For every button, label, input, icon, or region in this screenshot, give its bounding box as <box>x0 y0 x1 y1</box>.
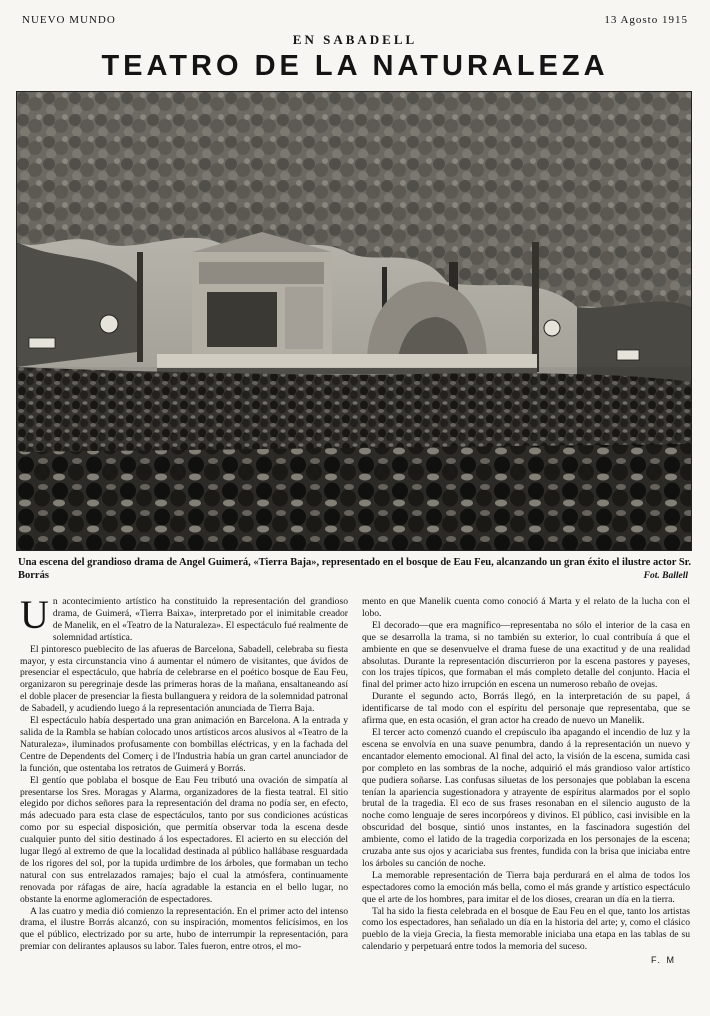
paragraph: Un acontecimiento artístico ha constituido la representación del grandioso drama, de Guimerá, «Tierra Baixa», interpretado por el inimitable creador de Manelik, en el «Teatro de la Naturaleza». El espectáculo fué realmente de solemnidad artística. <box>20 596 348 643</box>
paragraph: El espectáculo había despertado una gran animación en Barcelona. A la entrada y salida de la Rambla se habían colocado unos artísticos arcos alusivos al «Teatro de la Naturaleza», iluminados profusamente con bombillas eléctricas, y en la fachada del Centre de Dependents del Comerç i de l'Industria había un gran cartel anunciador de la función, que ostentaba los retratos de Guimerá y Borrás. <box>20 715 348 774</box>
paragraph: El gentío que poblaba el bosque de Eau Feu tributó una ovación de simpatía al presentarse los Sres. Moragas y Alarma, organizadores de la fiesta teatral. El sitio elegido por dichos señores para la representación del drama no podía ser, en efecto, más adecuado para esta clase de espectáculos, tanto por sus condiciones acústicas como por su especial disposición, que permitía observar toda la escena desde cualquier punto del sitio destinado á los espectadores. El acierto en su elección del lugar llegó al extremo de que la localidad destinada al público hallábase resguardada de los rigores del sol, por la tupida urdimbre de los árboles, que formaban un techo natural con sus entrelazados ramajes; bajo el cual la atmósfera, continuamente renovada por ráfagas de aire, hacía agradable la estancia en el bello lugar, no obstante la enorme aglomeración de espectadores. <box>20 774 348 905</box>
article-column-1 <box>20 596 348 1008</box>
photo-credit: Fot. Ballell <box>643 571 688 581</box>
issue-date: 13 Agosto 1915 <box>604 14 688 26</box>
article-body <box>20 596 690 1008</box>
running-head <box>22 14 688 28</box>
theatre-photo-icon <box>17 92 691 550</box>
paragraph: Tal ha sido la fiesta celebrada en el bosque de Eau Feu en el que, tanto los artistas como los espectadores, han señalado un día en la historia del arte; y, como el clásico pueblo de la vieja Grecia, la fiesta memorable iniciaba una etapa en las tablas de su calendario y perpetuará entre todos la memoria del suceso. <box>362 905 690 953</box>
section-kicker: EN SABADELL <box>292 32 418 47</box>
author-signature: F. M <box>651 955 676 966</box>
drop-cap: U <box>20 596 49 637</box>
paragraph: El tercer acto comenzó cuando el crepúsculo iba apagando el incendio de luz y la escena se envolvía en una suave penumbra, dando á la representación un nuevo y encantador elemento emocional. Al final del acto, la visión de la escena, sumida casi por completo en las sombras de la noche, adquirió el más grandioso valor artístico que pudiera soñarse. Las confusas siluetas de los personajes que poblaban la escena tenían la apariencia sugestionadora y atrayente de espíritus alarmados por el soplo brutal de la tragedia. El eco de sus frases resonaban en el silencio augusto de la noche como lenguaje de seres incorpóreos y divinos. El público, casi invisible en la obscuridad del bosque, sintió unos instantes, en la fascinadora sugestión del ambiente, como el latido de la tragedia corporizada en los personajes de la escena; cruzaba ante sus ojos y acariciaba sus frentes, fundida con la brisa que iniciaba entre los árboles su canción de noche. <box>362 726 690 869</box>
paragraph: La memorable representación de Tierra baja perdurará en el alma de todos los espectadores como la emoción más bella, como el más grande y artístico espectáculo que el arte de los hombres, para imitar el de los dioses, crearan un día en la tierra. <box>362 869 690 905</box>
paragraph: mento en que Manelik cuenta como conoció á Marta y el relato de la lucha con el lobo. <box>362 596 690 619</box>
paragraph: Durante el segundo acto, Borrás llegó, en la interpretación de su papel, á identificarse de tal modo con el espíritu del personaje que representaba, que se afirma que, en esta ocasión, el gran actor ha creado de nuevo un Manelik. <box>362 691 690 727</box>
paragraph: El decorado—que era magnífico—representaba no sólo el interior de la casa en que se desarrolla la trama, si no también su exterior, lo cual contribuía á que el ambiente en que se desenvuelve el drama fuese de una exactitud y de una realidad absolutas. Durante la representación discurrieron por la escena pastores y payeses, con los trajes típicos, que formaban el más completo detalle del conjunto. Hacia el final del primer acto hizo irrupción en escena un numeroso rebaño de ovejas. <box>362 619 690 691</box>
paragraph: A las cuatro y media dió comienzo la representación. En el primer acto del intenso drama, el ilustre Borrás alcanzó, con su inspiración, momentos felicísimos, en los que el público, electrizado por su arte, hubo de interrumpir la representación, para premiar con delirantes aplausos su labor. Tales fueron, entre otros, el mo- <box>20 905 348 953</box>
article-column-2 <box>362 596 690 1008</box>
paragraph: El pintoresco pueblecito de las afueras de Barcelona, Sabadell, celebraba su fiesta mayor, y esta circunstancia vino á aumentar el número de visitantes, que ávidos de presenciar el espectáculo, que habría de celebrarse en el poético bosque de Eau Feu, organizaron su peregrinaje desde las primeras horas de la mañana, ensaltaneando así el doble placer de presenciar la fiesta bullanguera y reidora de la solemnidad patronal de Sabadell, y acudiendo luego á la representación anunciada de Tierra Baja. <box>20 643 348 715</box>
photograph <box>16 91 692 551</box>
publication-name: NUEVO MUNDO <box>22 14 116 26</box>
page-title: TEATRO DE LA NATURALEZA <box>101 50 609 82</box>
photo-caption: Una escena del grandioso drama de Angel Guimerá, «Tierra Baja», representado en el bosque de Eau Feu, alcanzando un gran éxito el ilustre actor Sr. Borrás <box>18 557 691 581</box>
